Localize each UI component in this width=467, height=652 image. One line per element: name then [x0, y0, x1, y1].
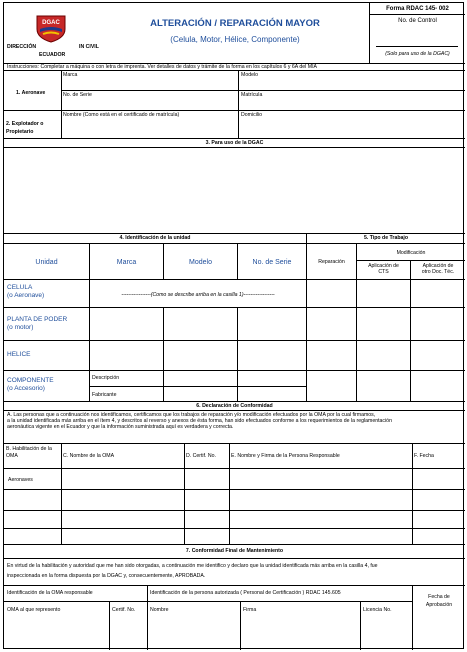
descripcion-label: Descripción: [92, 375, 120, 381]
nombre-label: Nombre (Como está en el certificado de matrícula): [63, 112, 180, 118]
row-componente-label: [7, 377, 54, 393]
form-code: Forma RDAC 145- 002: [386, 6, 449, 12]
sec6-title: 6. Declaración de Conformidad: [196, 403, 273, 409]
ap-otro-line2: otro Doc. Téc.: [421, 269, 455, 275]
col-aplicacion-otro: [411, 263, 465, 275]
ident-oma-label: Identificación de la OMA responsable: [7, 590, 93, 596]
sec6-text-b: a la unidad identificada más arriba en el ítem 4, y descritos al reverso y anexos de ésta forma, han sido efectuados conforme a los requerimientos de la reglamentación: [7, 418, 392, 424]
sec2-label: 2. Explotador o Propietario: [6, 121, 44, 135]
sec7-text-b: inspeccionada en la forma dispuesta por la DGAC y, consecuentemente, APROBADA.: [7, 573, 206, 579]
certif-no-label: Certif. No.: [112, 607, 136, 613]
sec6-text-c: aeronáutica vigente en el Ecuador y que la información suministrada aquí es verdadera y correcta.: [7, 424, 234, 430]
org-name-1: DIRECCIÓN: [7, 44, 37, 50]
firma-field[interactable]: [241, 615, 359, 649]
firma-label: Firma: [243, 607, 257, 613]
form-title: ALTERACIÓN / REPARACIÓN MAYOR: [150, 18, 320, 29]
serie-label: No. de Serie: [63, 92, 92, 98]
certif-no-field[interactable]: [110, 615, 146, 649]
c-label: C. Nombre de la OMA: [63, 453, 115, 459]
dgac-use-note: (Solo para uso de la DGAC): [385, 51, 450, 57]
b-label: B. Habilitación de la OMA: [6, 446, 52, 459]
fecha-aprobacion-label: [413, 593, 465, 609]
col-marca: Marca: [116, 259, 137, 266]
dgac-logo: [34, 13, 68, 43]
ap-cts-line1: Aplicación de: [368, 263, 399, 269]
col-reparacion: Reparación: [318, 259, 345, 265]
licencia-label: Licencia No.: [363, 607, 392, 613]
sec7-declaration: [7, 561, 463, 581]
oma-represento-field[interactable]: [5, 615, 108, 649]
oma-represento-label: OMA al que represento: [7, 607, 61, 613]
componente-line2: (o Accesorio): [7, 385, 45, 392]
org-name-1b: IN CIVIL: [79, 44, 99, 50]
planta-line2: (o motor): [7, 324, 34, 331]
sec7-text-a: En virtud de la habilitación y autoridad que me han sido otorgadas, a continuación me identifico y declaro que la unidad identificada más arriba en la casilla 4, fue: [7, 563, 378, 569]
domicilio-field[interactable]: [239, 119, 464, 137]
celula-line2: (o Aeronave): [7, 292, 45, 299]
row-celula-label: [7, 284, 44, 300]
fecha-aprobacion-field[interactable]: [413, 615, 464, 649]
instructions-text: Instrucciones: Completar a máquina o con letra de imprenta. Ver detalles de datos y trámite de la forma en los capítulos 6 y 6A del MIA: [7, 64, 317, 70]
planta-line1: PLANTA DE PODER: [7, 316, 68, 323]
form-page: [3, 2, 464, 649]
nombre-label-7: Nombre: [150, 607, 169, 613]
e-label: E. Nombre y Firma de la Persona Responsable: [231, 453, 340, 459]
fecha-line2: Aprobación: [425, 602, 453, 608]
col-modelo: Modelo: [189, 259, 212, 266]
matricula-label: Matrícula: [241, 92, 263, 98]
domicilio-label: Domicilio: [241, 112, 263, 118]
row-helice-label: HELICE: [7, 351, 31, 358]
org-name-2: ECUADOR: [39, 52, 66, 58]
logo-text: DGAC: [42, 20, 60, 26]
sec6-text-a: A. Las personas que a continuación nos identificamos, certificamos que los trabajos de reparación y/o modificación efectuados por la OMA por la cual firmamos,: [7, 412, 376, 418]
col-serie: No. de Serie: [252, 259, 292, 266]
ident-persona-label: Identificación de la persona autorizada ( Personal de Certificación ) RDAC 145.605: [150, 590, 341, 596]
matricula-field[interactable]: [239, 99, 464, 109]
sec3-title: 3. Para uso de la DGAC: [205, 140, 264, 146]
fecha-line1: Fecha de: [428, 594, 450, 600]
licencia-field[interactable]: [361, 615, 411, 649]
fabricante-label: Fabricante: [92, 392, 117, 398]
col-unidad: Unidad: [35, 259, 58, 266]
d-label: D. Certif. No.: [186, 453, 216, 459]
modelo-field[interactable]: [239, 78, 464, 89]
marca-field[interactable]: [62, 78, 237, 89]
sec1-label: 1. Aeronave: [16, 90, 46, 96]
nombre-field-7[interactable]: [148, 615, 239, 649]
ap-otro-line1: Aplicación de: [422, 263, 454, 269]
form-subtitle: (Celula, Motor, Hélice, Componente): [170, 35, 300, 44]
marca-label: Marca: [63, 72, 78, 78]
nombre-field[interactable]: [62, 119, 237, 137]
f-label: F. Fecha: [414, 453, 434, 459]
aeronaves-label: Aeronaves: [8, 477, 33, 483]
celula-line1: CELULA: [7, 284, 33, 291]
celula-note: -----------------(Como se describe arriba en la casilla 1)------------------: [121, 292, 275, 298]
col-aplicacion-cts: [357, 263, 410, 275]
col-modificacion: Modificación: [396, 250, 426, 256]
sec5-title: 5. Tipo de Trabajo: [363, 235, 408, 241]
modelo-label: Modelo: [241, 72, 259, 78]
dgac-use-area[interactable]: [5, 148, 464, 232]
sec4-title: 4. Identificación de la unidad: [119, 235, 191, 241]
serie-field[interactable]: [62, 99, 237, 109]
componente-line1: COMPONENTE: [7, 377, 54, 384]
row-planta-label: [7, 316, 67, 332]
sec6-declaration: [7, 412, 463, 430]
sec7-title: 7. Conformidad Final de Mantenimiento: [185, 548, 284, 554]
control-number-label: No. de Control: [398, 18, 437, 24]
ap-cts-line2: CTS: [378, 269, 389, 275]
